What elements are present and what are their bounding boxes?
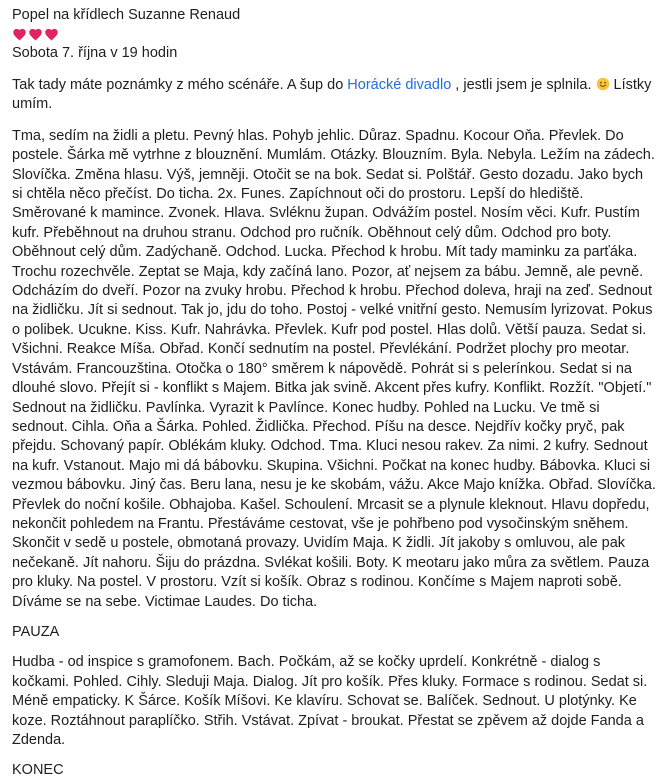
intro-paragraph: [12, 76, 656, 115]
post-date: Sobota 7. října v 19 hodin: [12, 45, 178, 61]
main-notes-paragraph: Tma, sedím na židli a pletu. Pevný hlas. Pohyb jehlic. Důraz. Spadnu. Kocour Oňa. Převlek. Do postele. Šárka mě vytrhne z blouznění. Mumlám. Otázky. Blouzním. Byla. Nebyla. Ležím na zádech. Slovíčka. Změna hlasu. Výš, jemněji. Otočit se na bok. Sedat si. Polštář. Gesto dozadu. Jako bych si chtěla něco přečíst. Do ticha. 2x. Funes. Zapíchnout oči do prostoru. Lepší do hlediště. Směrované k mamince. Zvonek. Hlava. Svléknu župan. Odvážím postel. Nosím věci. Kufr. Pustím kufr. Přeběhnout na druhou stranu. Odchod pro ručník. Oběhnout celý dům. Odchod pro boty. Oběhnout celý dům. Zadýchaně. Odchod. Lucka. Přechod k hrobu. Mít tady maminku za parťáka. Trochu rozechvěle. Zeptat se Maja, kdy začíná lano. Pozor, ať nejsem za bábu. Jemně, ale pevně. Odcházím do dveří. Pozor na zvuky hrobu. Přechod k hrobu. Přechod doleva, hraji na zeď. Sednout na židličku. Jít si sednout. Tak jo, jdu do toho. Postoj - velké vnitřní gesto. Nemusím lyrizovat. Pokus o polibek. Ucukne. Kiss. Kufr. Nahrávka. Převlek. Kufr pod postel. Hlas dolů. Větší pauza. Sedat si. Všichni. Reakce Míša. Obřad. Končí sednutím na postel. Převlékání. Podržet plochy pro meotar. Vstávám. Francouzština. Otočka o 180° směrem k nápovědě. Pohrát si s pelerínkou. Sedat si na dlouhé slovo. Přejít si - konflikt s Majem. Bitka jak svině. Akcent přes kufry. Konflikt. Rozžít. "Objetí." Sednout na židličku. Pavlínka. Vyrazit k Pavlínce. Konec hudby. Pohled na Lucku. Ve tmě si sednout. Cihla. Oňa a Šárka. Pohled. Židlička. Přechod. Píšu na desce. Nejdřív kočky pryč, pak přejdu. Schovaný papír. Oblékám kluky. Odchod. Tma. Kluci nesou rakev. Za nimi. 2 kufry. Sednout na kufr. Vstanout. Majo mi dá bábovku. Skupina. Všichni. Počkat na konec hudby. Bábovka. Kluci si vezmou bábovku. Jiný čas. Beru lana, nesu je ke skobám, vážu. Akce Majo knížka. Obřad. Slovíčka. Převlek do noční košile. Obhajoba. Kašel. Schoulení. Mrcasit se a plynule kleknout. Hlavu dopředu, nekončit pohledem na Frantu. Přestáváme cestovat, vše je pohřbeno pod vysočinským sněhem. Skončit v sedě u postele, obmotaná provazy. Uvidím Maja. K židli. Jít jakoby s omluvou, ale pak nečekaně. Jít nahoru. Šiju do prázdna. Svlékat košili. Boty. K meotaru jako můra za světlem. Pauza pro kluky. Na postel. V prostoru. Vzít si košík. Obraz s rodinou. Končíme s Majem naproti sobě. Díváme se na sebe. Victimae Laudes. Do ticha.: [12, 127, 656, 610]
post-title: Popel na křídlech Suzanne Renaud: [12, 7, 241, 23]
page-link-horacke-divadlo[interactable]: Horácké divadlo: [347, 77, 452, 93]
konec-label: KONEC: [12, 762, 64, 779]
heart-icon: [28, 27, 43, 42]
reaction-hearts: [12, 25, 656, 43]
heart-icon: [44, 27, 59, 42]
intro-text-after-link: , jestli jsem je splnila.: [451, 77, 596, 93]
hudba-notes-paragraph: Hudba - od inspice s gramofonem. Bach. Počkám, až se kočky uprdelí. Konkrétně - dialog s kočkami. Pohled. Cihly. Sleduji Maja. Dialog. Jít pro košík. Přes kluky. Formace s rodinou. Sedat si. Méně empaticky. K Šárce. Košík Míšovi. Ke klavíru. Schovat se. Balíček. Sednout. U plotýnky. Ke koze. Roztáhnout paraplíčko. Střih. Vstávat. Zpívat - broukat. Přestat se zpěvem až dojde Fanda a Zdenda.: [12, 654, 648, 748]
intro-text-end: Lístky umím.: [12, 77, 652, 113]
heart-icon: [12, 27, 27, 42]
intro-text: Tak tady máte poznámky z mého scénáře. A šup do: [12, 77, 348, 93]
pauza-label: PAUZA: [12, 623, 60, 640]
smile-icon: [596, 77, 610, 91]
